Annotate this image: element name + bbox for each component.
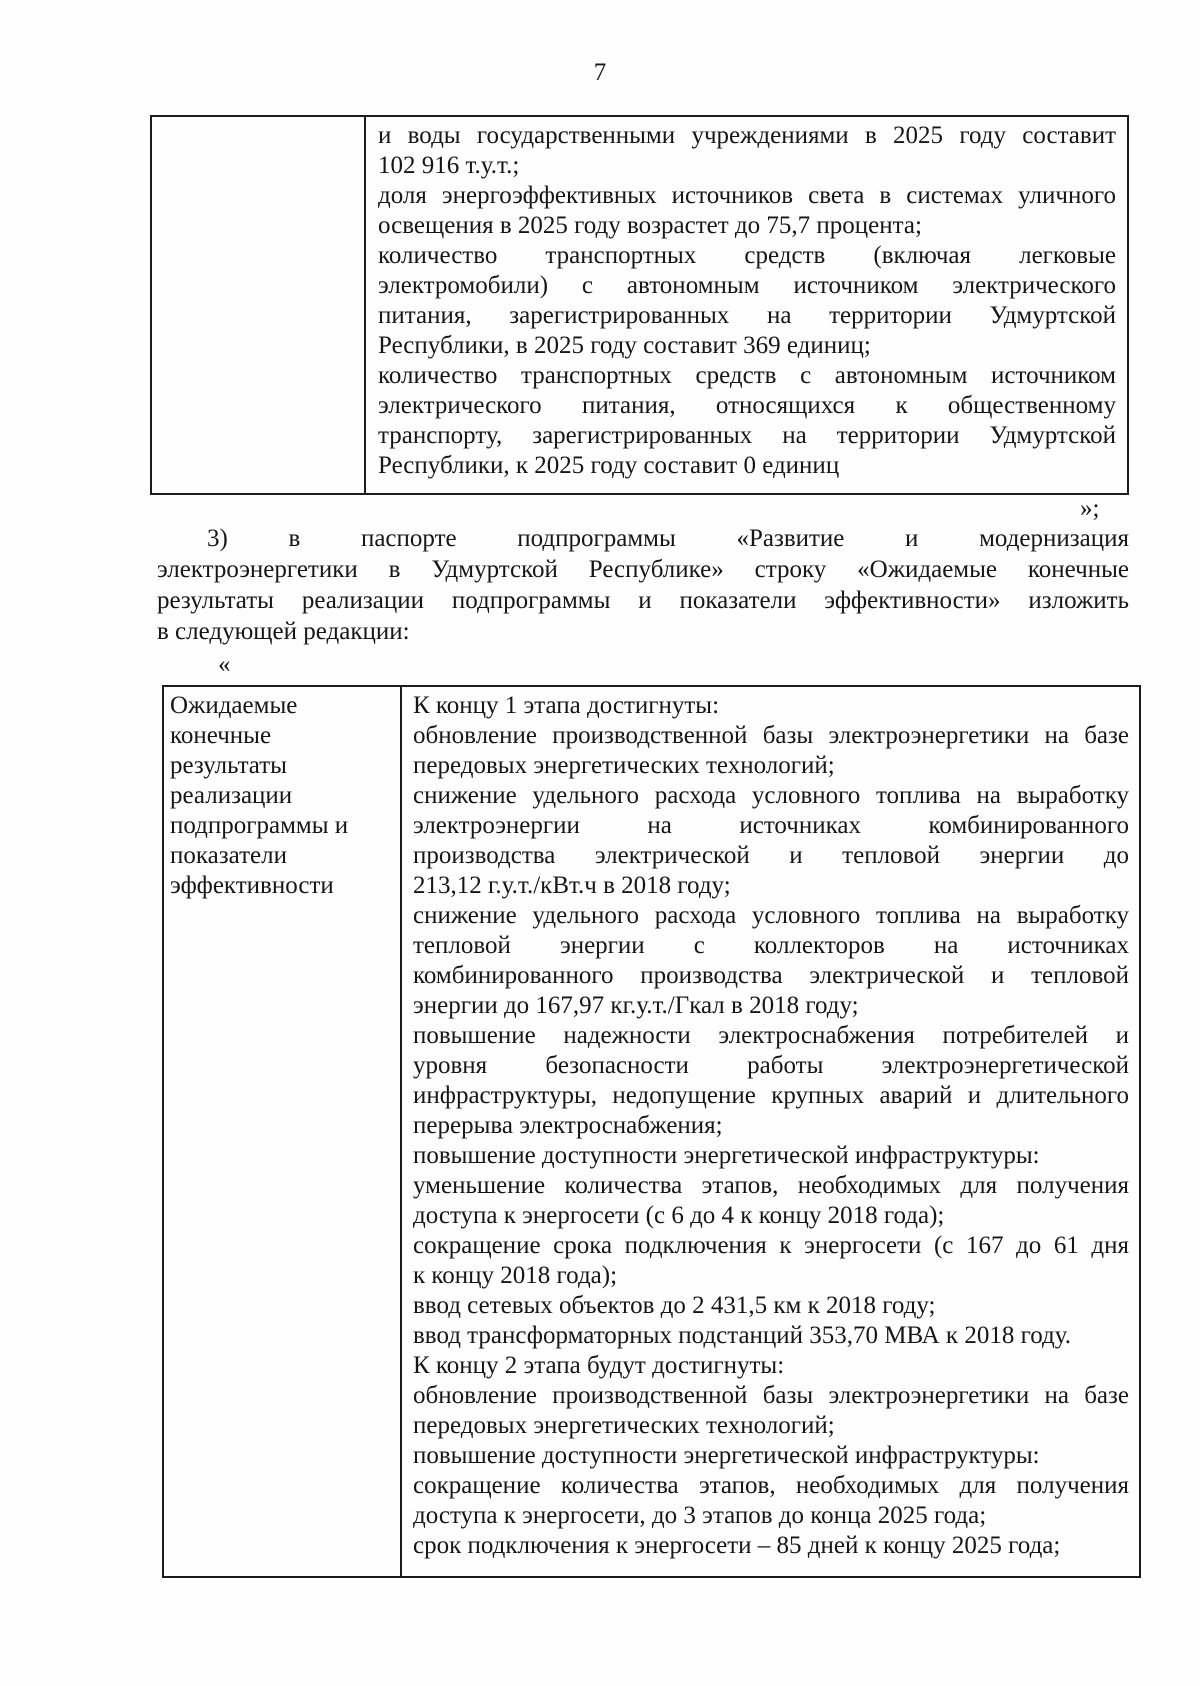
column-divider — [400, 687, 402, 1576]
text-line: 213,12 г.у.т./кВт.ч в 2018 году; — [413, 872, 731, 899]
text-line: количество транспортных средств с автономным источником — [378, 362, 1116, 389]
label-line: результаты — [170, 752, 287, 779]
opening-quote: « — [218, 651, 231, 678]
text-line: к концу 2018 года); — [413, 1262, 618, 1289]
text-line: электроэнергии на источниках комбинированного — [413, 812, 1129, 839]
text-line: снижение удельного расхода условного топлива на выработку — [413, 902, 1129, 929]
text-line: передовых энергетических технологий; — [413, 1412, 835, 1439]
table-cell-content — [378, 121, 1116, 481]
text-line: повышение доступности энергетической инфраструктуры: — [413, 1442, 1040, 1469]
text-line: Республики, в 2025 году составит 369 единиц; — [378, 332, 871, 359]
text-line: передовых энергетических технологий; — [413, 752, 835, 779]
text-line: ввод сетевых объектов до 2 431,5 км к 2018 году; — [413, 1292, 936, 1319]
table-cell-content — [413, 691, 1129, 1561]
text-line: доступа к энергосети (с 6 до 4 к концу 2018 года); — [413, 1202, 945, 1229]
text-line: транспорту, зарегистрированных на территории Удмуртской — [378, 422, 1116, 449]
text-line: электроэнергетики в Удмуртской Республике» строку «Ожидаемые конечные — [157, 556, 1129, 583]
text-line: в следующей редакции: — [157, 618, 410, 645]
label-line: реализации — [170, 782, 293, 809]
text-line: доступа к энергосети, до 3 этапов до конца 2025 года; — [413, 1502, 987, 1529]
text-line: повышение доступности энергетической инфраструктуры: — [413, 1142, 1040, 1169]
text-line: доля энергоэффективных источников света в системах уличного — [378, 182, 1116, 209]
text-line: 102 916 т.у.т.; — [378, 152, 520, 179]
text-line: снижение удельного расхода условного топлива на выработку — [413, 782, 1129, 809]
text-line: результаты реализации подпрограммы и показатели эффективности» изложить — [157, 587, 1129, 614]
text-line: срок подключения к энергосети – 85 дней к концу 2025 года; — [413, 1532, 1061, 1559]
text-line: К концу 1 этапа достигнуты: — [413, 692, 720, 719]
label-line: эффективности — [170, 872, 334, 899]
text-line: комбинированного производства электрической и тепловой — [413, 962, 1129, 989]
text-line: сокращение количества этапов, необходимых для получения — [413, 1472, 1129, 1499]
text-line: повышение надежности электроснабжения потребителей и — [413, 1022, 1129, 1049]
text-line: 3) в паспорте подпрограммы «Развитие и модернизация — [207, 525, 1129, 552]
label-line: Ожидаемые — [170, 692, 298, 719]
text-line: количество транспортных средств (включая легковые — [378, 242, 1116, 269]
expected-results-table — [162, 685, 1141, 1578]
text-line: уменьшение количества этапов, необходимых для получения — [413, 1172, 1129, 1199]
column-divider — [364, 117, 366, 493]
results-table-continued — [150, 115, 1129, 495]
page-number: 7 — [593, 59, 607, 86]
text-line: тепловой энергии с коллекторов на источниках — [413, 932, 1129, 959]
text-line: К концу 2 этапа будут достигнуты: — [413, 1352, 785, 1379]
table-row-label — [170, 691, 390, 901]
label-line: конечные — [170, 722, 272, 749]
text-line: Республики, к 2025 году составит 0 единиц — [378, 452, 840, 479]
text-line: питания, зарегистрированных на территории Удмуртской — [378, 302, 1116, 329]
closing-quote: »; — [1080, 495, 1100, 522]
text-line: производства электрической и тепловой энергии до — [413, 842, 1129, 869]
text-line: ввод трансформаторных подстанций 353,70 МВА к 2018 году. — [413, 1322, 1071, 1349]
amendment-paragraph — [157, 523, 1129, 647]
text-line: обновление производственной базы электроэнергетики на базе — [413, 1382, 1129, 1409]
text-line: освещения в 2025 году возрастет до 75,7 процента; — [378, 212, 922, 239]
text-line: и воды государственными учреждениями в 2025 году составит — [378, 122, 1116, 149]
text-line: обновление производственной базы электроэнергетики на базе — [413, 722, 1129, 749]
text-line: перерыва электроснабжения; — [413, 1112, 723, 1139]
label-line: подпрограммы и — [170, 812, 349, 839]
text-line: электромобили) с автономным источником электрического — [378, 272, 1116, 299]
text-line: сокращение срока подключения к энергосети (с 167 до 61 дня — [413, 1232, 1129, 1259]
label-line: показатели — [170, 842, 287, 869]
text-line: инфраструктуры, недопущение крупных аварий и длительного — [413, 1082, 1129, 1109]
text-line: уровня безопасности работы электроэнергетической — [413, 1052, 1129, 1079]
text-line: электрического питания, относящихся к общественному — [378, 392, 1116, 419]
text-line: энергии до 167,97 кг.у.т./Гкал в 2018 году; — [413, 992, 859, 1019]
